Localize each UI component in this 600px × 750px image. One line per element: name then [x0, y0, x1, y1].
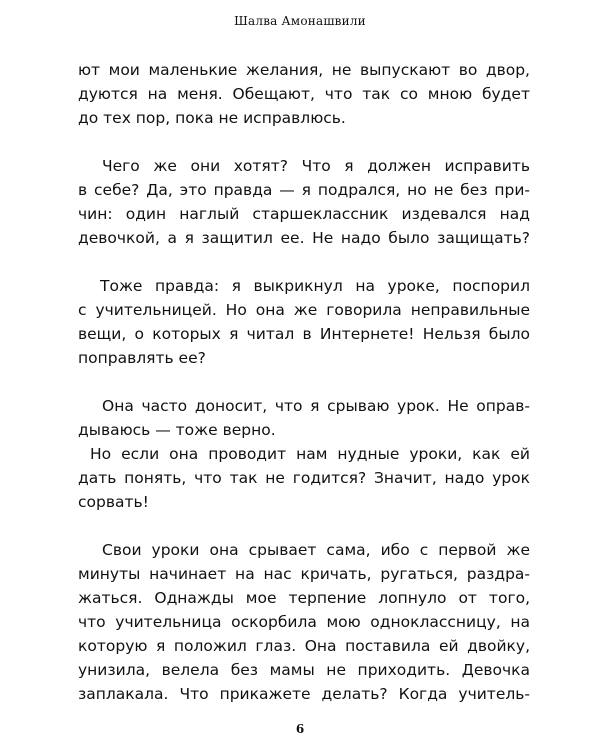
- text-line: в себе? Да, это правда — я подрался, но не без при-: [78, 181, 530, 199]
- text-line: заплакала. Что прикажете делать? Когда учитель-: [78, 685, 530, 703]
- text-line: которую я положил глаз. Она поставила ей двойку,: [78, 637, 530, 655]
- paragraph: [78, 538, 530, 706]
- text-line: дать понять, что так не годится? Значит, надо урок: [78, 469, 530, 487]
- paragraph-gap: [78, 130, 530, 154]
- paragraph: [78, 58, 530, 130]
- text-line: Свои уроки она срывает сама, ибо с первой же: [102, 541, 530, 559]
- text-line: ют мои маленькие желания, не выпускают во двор,: [78, 61, 530, 79]
- paragraph: [78, 274, 530, 370]
- text-line: поправлять ее?: [78, 349, 206, 367]
- text-line: Тоже правда: я выкрикнул на уроке, поспорил: [100, 277, 530, 295]
- page-body: [78, 58, 530, 706]
- text-line: сорвать!: [78, 493, 149, 511]
- paragraph-gap: [78, 370, 530, 394]
- paragraph-gap: [78, 514, 530, 538]
- text-line: унизила, велела без мамы не приходить. Девочка: [78, 661, 530, 679]
- text-line: девочкой, а я защитил ее. Не надо было защищать?: [78, 229, 530, 247]
- text-line: с учительницей. Но она же говорила неправильные: [78, 301, 530, 319]
- text-line: что учительница оскорбила мою одноклассницу, на: [78, 613, 530, 631]
- page-number: 6: [295, 722, 305, 736]
- text-line: вещи, о которых я читал в Интернете! Нельзя было: [78, 325, 530, 343]
- text-line: жаться. Однажды мое терпение лопнуло от того,: [78, 589, 530, 607]
- text-line: Она часто доносит, что я срываю урок. Не оправ-: [102, 397, 530, 415]
- paragraph: [78, 394, 530, 514]
- text-line: до тех пор, пока не исправлюсь.: [78, 109, 346, 127]
- paragraph-gap: [78, 250, 530, 274]
- text-line: дуются на меня. Обещают, что так со мною будет: [78, 85, 530, 103]
- text-line: Чего же они хотят? Что я должен исправить: [102, 157, 530, 175]
- text-line: чин: один наглый старшеклассник издевался над: [78, 205, 530, 223]
- text-line: Но если она проводит нам нудные уроки, как ей: [90, 445, 530, 463]
- text-line: минуты начинает на нас кричать, ругаться, раздра-: [78, 565, 530, 583]
- running-head: Шалва Амонашвили: [234, 14, 366, 28]
- paragraph: [78, 154, 530, 250]
- text-line: дываюсь — тоже верно.: [78, 421, 276, 439]
